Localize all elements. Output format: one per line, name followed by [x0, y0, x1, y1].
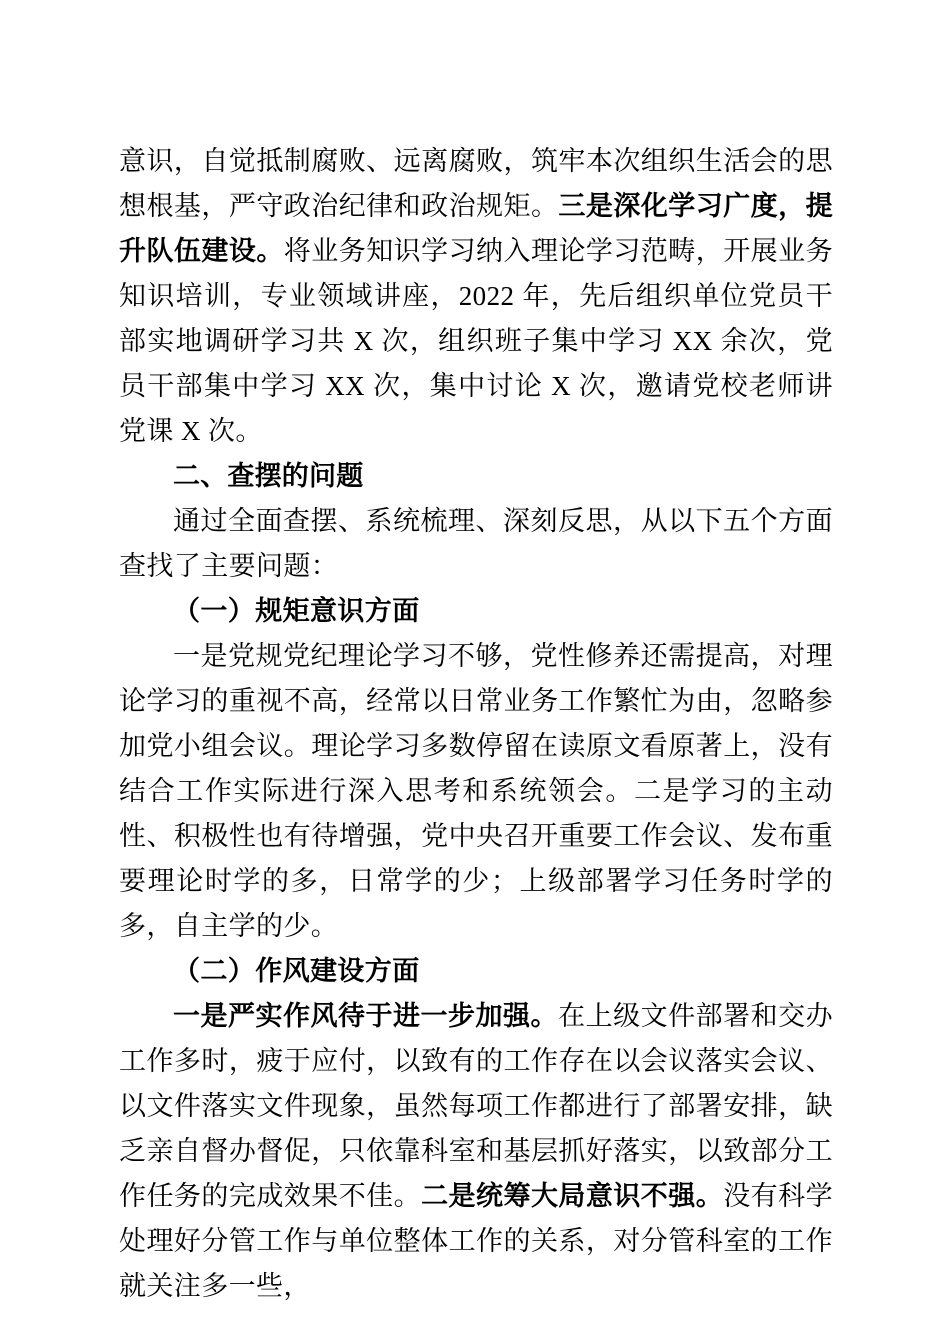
heading-text: （一）规矩意识方面: [173, 596, 420, 626]
text-run: 将业务知识学习纳入理论学习范畴，开展业务知识培训，专业领域讲座，2022 年，先后组织单位党员干部实地调研学习共 X 次，组织班子集中学习 XX 余次，党员干部集中学习 XX 次，集中讨论 X 次，邀请党校老师讲党课 X 次。: [119, 236, 834, 446]
text-run-bold: 二是统筹大局意识不强。: [421, 1181, 724, 1211]
text-run: 意识，自觉抵制腐败、远离腐败，筑牢本次组织生活会的思想根基，严守政治纪律和政治规矩。: [119, 146, 833, 221]
paragraph-zuofeng-body: [119, 994, 833, 1309]
text-run-bold: 三是深化学习广度，提升队伍建设。: [119, 191, 833, 266]
text-run-bold: 一是严实作风待于进一步加强。: [173, 1001, 559, 1031]
section-heading-problems: [119, 454, 833, 499]
text-run: 通过全面查摆、系统梳理、深刻反思，从以下五个方面查找了主要问题：: [119, 506, 833, 581]
heading-text: 二、查摆的问题: [173, 461, 364, 491]
text-run: 没有科学处理好分管工作与单位整体工作的关系，对分管科室的工作就关注多一些，: [119, 1181, 833, 1301]
paragraph-guiju-body: [119, 634, 833, 949]
heading-text: （二）作风建设方面: [173, 956, 420, 986]
subsection-heading-zuofeng: [119, 949, 833, 994]
subsection-heading-guiju: [119, 589, 833, 634]
text-run: 一是党规党纪理论学习不够，党性修养还需提高，对理论学习的重视不高，经常以日常业务工作繁忙为由，忽略参加党小组会议。理论学习多数停留在读原文看原著上，没有结合工作实际进行深入思考和系统领会。二是学习的主动性、积极性也有待增强，党中央召开重要工作会议、发布重要理论时学的多，日常学的少；上级部署学习任务时学的多，自主学的少。: [119, 641, 833, 941]
paragraph-study-breadth: [119, 139, 833, 454]
document-body: [119, 139, 833, 1309]
text-run: 在上级文件部署和交办工作多时，疲于应付，以致有的工作存在以会议落实会议、以文件落实文件现象，虽然每项工作都进行了部署安排，缺乏亲自督办督促，只依靠科室和基层抓好落实，以致部分工作任务的完成效果不佳。: [119, 1001, 833, 1211]
paragraph-problems-intro: [119, 499, 833, 589]
